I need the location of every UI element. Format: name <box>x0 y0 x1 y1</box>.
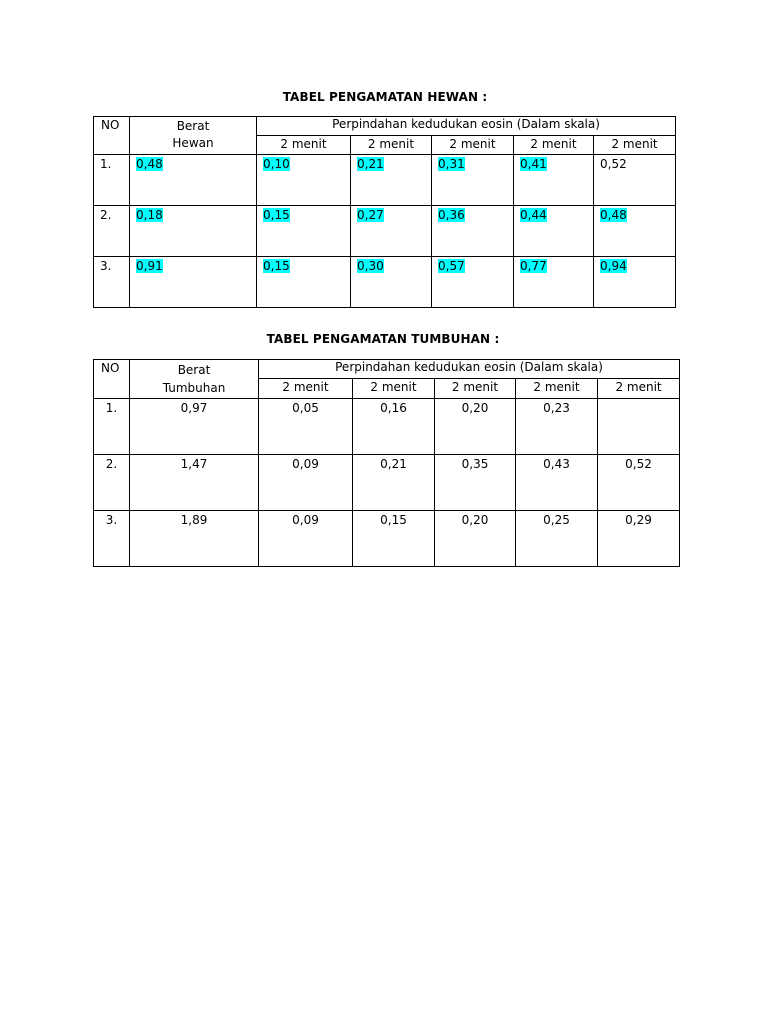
value-text: 0,15 <box>263 208 290 222</box>
row-number: 1. <box>94 399 130 455</box>
table-row <box>94 206 676 257</box>
value-cell: 0,35 <box>435 455 516 511</box>
berat-value: 0,18 <box>136 208 163 222</box>
value-cell <box>598 399 680 455</box>
value-text: 0,10 <box>263 157 290 171</box>
value-cell: 0,09 <box>259 455 353 511</box>
row-number: 3. <box>94 511 130 567</box>
subheader-interval: 2 menit <box>259 379 353 399</box>
header-berat-line1: Berat <box>176 119 210 133</box>
header-berat <box>130 360 259 399</box>
value-cell: 0,25 <box>516 511 598 567</box>
subheader-interval: 2 menit <box>514 136 594 155</box>
value-text: 0,77 <box>520 259 547 273</box>
berat-cell: 0,97 <box>130 399 259 455</box>
value-cell <box>594 206 676 257</box>
header-berat-line2: Tumbuhan <box>162 381 226 395</box>
value-cell <box>257 206 351 257</box>
row-number: 3. <box>94 257 130 308</box>
berat-cell <box>130 206 257 257</box>
row-number: 1. <box>94 155 130 206</box>
value-text: 0,21 <box>357 157 384 171</box>
value-cell: 0,52 <box>598 455 680 511</box>
value-cell <box>432 206 514 257</box>
value-cell <box>514 155 594 206</box>
value-cell: 0,09 <box>259 511 353 567</box>
header-perpindahan: Perpindahan kedudukan eosin (Dalam skala) <box>259 360 680 379</box>
value-cell <box>257 257 351 308</box>
value-cell <box>594 257 676 308</box>
berat-cell: 1,47 <box>130 455 259 511</box>
row-number: 2. <box>94 455 130 511</box>
observation-table-hewan <box>93 116 676 308</box>
subheader-interval: 2 menit <box>435 379 516 399</box>
value-cell <box>514 257 594 308</box>
header-berat <box>130 117 257 155</box>
value-cell <box>432 155 514 206</box>
subheader-interval: 2 menit <box>594 136 676 155</box>
value-cell: 0,16 <box>353 399 435 455</box>
value-cell: 0,20 <box>435 511 516 567</box>
subheader-interval: 2 menit <box>432 136 514 155</box>
value-text: 0,36 <box>438 208 465 222</box>
header-berat-line1: Berat <box>177 363 211 377</box>
table-row <box>94 455 680 511</box>
value-cell <box>351 206 432 257</box>
value-cell: 0,21 <box>353 455 435 511</box>
value-text: 0,44 <box>520 208 547 222</box>
value-text: 0,48 <box>600 208 627 222</box>
value-cell <box>594 155 676 206</box>
value-cell <box>432 257 514 308</box>
header-no: NO <box>94 117 130 155</box>
subheader-interval: 2 menit <box>257 136 351 155</box>
header-berat-line2: Hewan <box>172 136 214 150</box>
value-cell <box>351 257 432 308</box>
subheader-interval: 2 menit <box>598 379 680 399</box>
value-cell <box>351 155 432 206</box>
table-row <box>94 399 680 455</box>
value-text: 0,27 <box>357 208 384 222</box>
value-cell: 0,05 <box>259 399 353 455</box>
berat-cell <box>130 257 257 308</box>
value-cell <box>514 206 594 257</box>
value-text: 0,31 <box>438 157 465 171</box>
value-cell: 0,43 <box>516 455 598 511</box>
table-row <box>94 511 680 567</box>
berat-value: 0,91 <box>136 259 163 273</box>
berat-cell: 1,89 <box>130 511 259 567</box>
header-perpindahan: Perpindahan kedudukan eosin (Dalam skala) <box>257 117 676 136</box>
value-text: 0,57 <box>438 259 465 273</box>
berat-cell <box>130 155 257 206</box>
table-title-hewan: TABEL PENGAMATAN HEWAN : <box>282 90 488 104</box>
berat-value: 0,48 <box>136 157 163 171</box>
subheader-interval: 2 menit <box>353 379 435 399</box>
subheader-interval: 2 menit <box>516 379 598 399</box>
table-row <box>94 257 676 308</box>
value-cell: 0,20 <box>435 399 516 455</box>
value-text: 0,15 <box>263 259 290 273</box>
observation-table-tumbuhan <box>93 359 680 567</box>
value-cell: 0,15 <box>353 511 435 567</box>
header-no: NO <box>94 360 130 399</box>
value-text: 0,94 <box>600 259 627 273</box>
value-text: 0,30 <box>357 259 384 273</box>
value-cell <box>257 155 351 206</box>
subheader-interval: 2 menit <box>351 136 432 155</box>
table-title-tumbuhan: TABEL PENGAMATAN TUMBUHAN : <box>266 332 500 346</box>
value-text: 0,41 <box>520 157 547 171</box>
value-text: 0,52 <box>600 157 627 171</box>
table-row <box>94 155 676 206</box>
value-cell: 0,23 <box>516 399 598 455</box>
value-cell: 0,29 <box>598 511 680 567</box>
row-number: 2. <box>94 206 130 257</box>
